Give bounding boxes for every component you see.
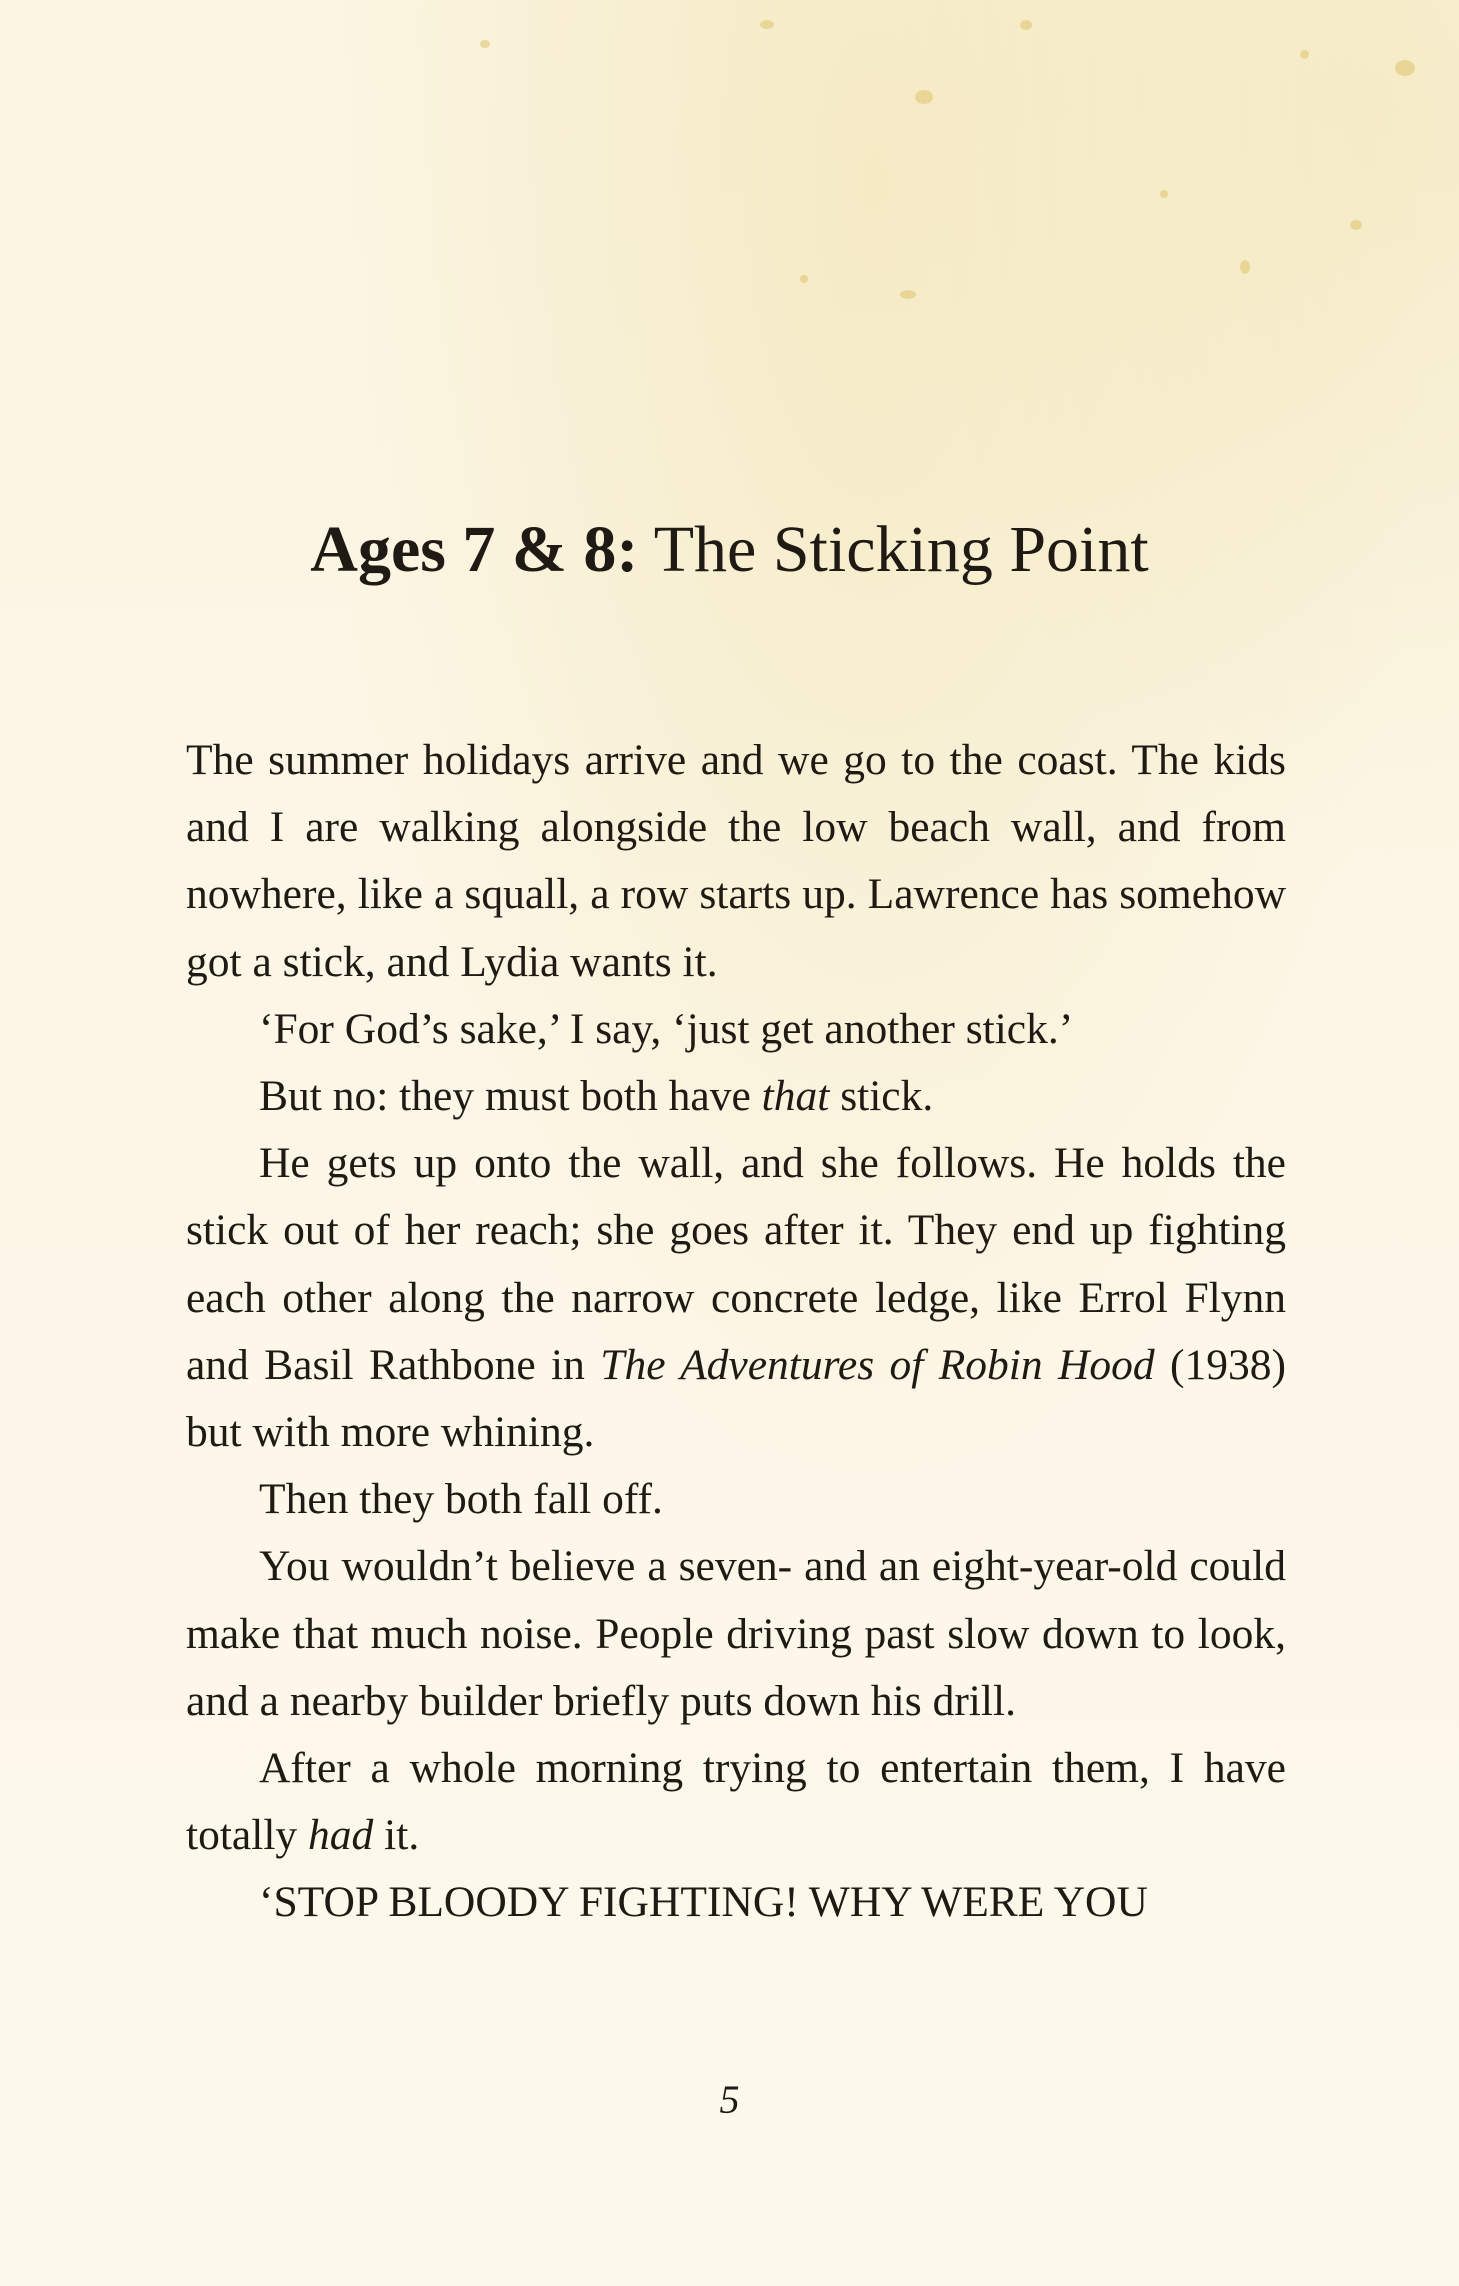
- paragraph: You wouldn’t believe a seven- and an eight-year-old could make that much noise. People driving past slow down to look, and a nearby builder briefly puts down his drill.: [186, 1542, 1286, 1725]
- paper-stain: [900, 290, 916, 299]
- emphasis: that: [761, 1072, 830, 1121]
- paper-stain: [1395, 60, 1415, 76]
- paragraph: The summer holidays arrive and we go to the coast. The kids and I are walking alongside the low beach wall, and from nowhere, like a squall, a row starts up. Lawrence has somehow got a stick, and Lydia wants it.: [186, 736, 1286, 986]
- paragraph: Then they both fall off.: [259, 1475, 663, 1524]
- paper-stain: [760, 20, 774, 29]
- paper-stain: [800, 275, 808, 283]
- chapter-body: [186, 727, 1286, 1937]
- paragraph: ‘For God’s sake,’ I say, ‘just get another stick.’: [259, 1004, 1074, 1053]
- paragraph: After a whole morning trying to entertain them, I have totally had it.: [186, 1744, 1286, 1860]
- paper-stain: [1350, 220, 1362, 230]
- chapter-title-ages: Ages 7 & 8:: [310, 513, 639, 586]
- emphasis: had: [308, 1811, 374, 1860]
- paragraph: ‘STOP BLOODY FIGHTING! WHY WERE YOU: [259, 1878, 1148, 1927]
- paper-stain: [1240, 260, 1250, 274]
- chapter-title: [0, 510, 1459, 590]
- paragraph: He gets up onto the wall, and she follows. He holds the stick out of her reach; she goes after it. They end up fighting each other along the narrow concrete ledge, like Errol Flynn and Basil Rathbone in The Adventures of Robin Hood (1938) but with more whining.: [186, 1139, 1286, 1457]
- paper-stain: [1300, 50, 1309, 59]
- paper-stain: [1020, 20, 1032, 30]
- paper-stain: [1160, 190, 1168, 198]
- film-title: The Adventures of Robin Hood: [600, 1340, 1155, 1389]
- paper-stain: [480, 40, 490, 48]
- chapter-title-name: The Sticking Point: [653, 513, 1149, 586]
- paper-stain: [915, 90, 933, 104]
- page-number: 5: [719, 2077, 740, 2122]
- paragraph: But no: they must both have that stick.: [259, 1072, 934, 1121]
